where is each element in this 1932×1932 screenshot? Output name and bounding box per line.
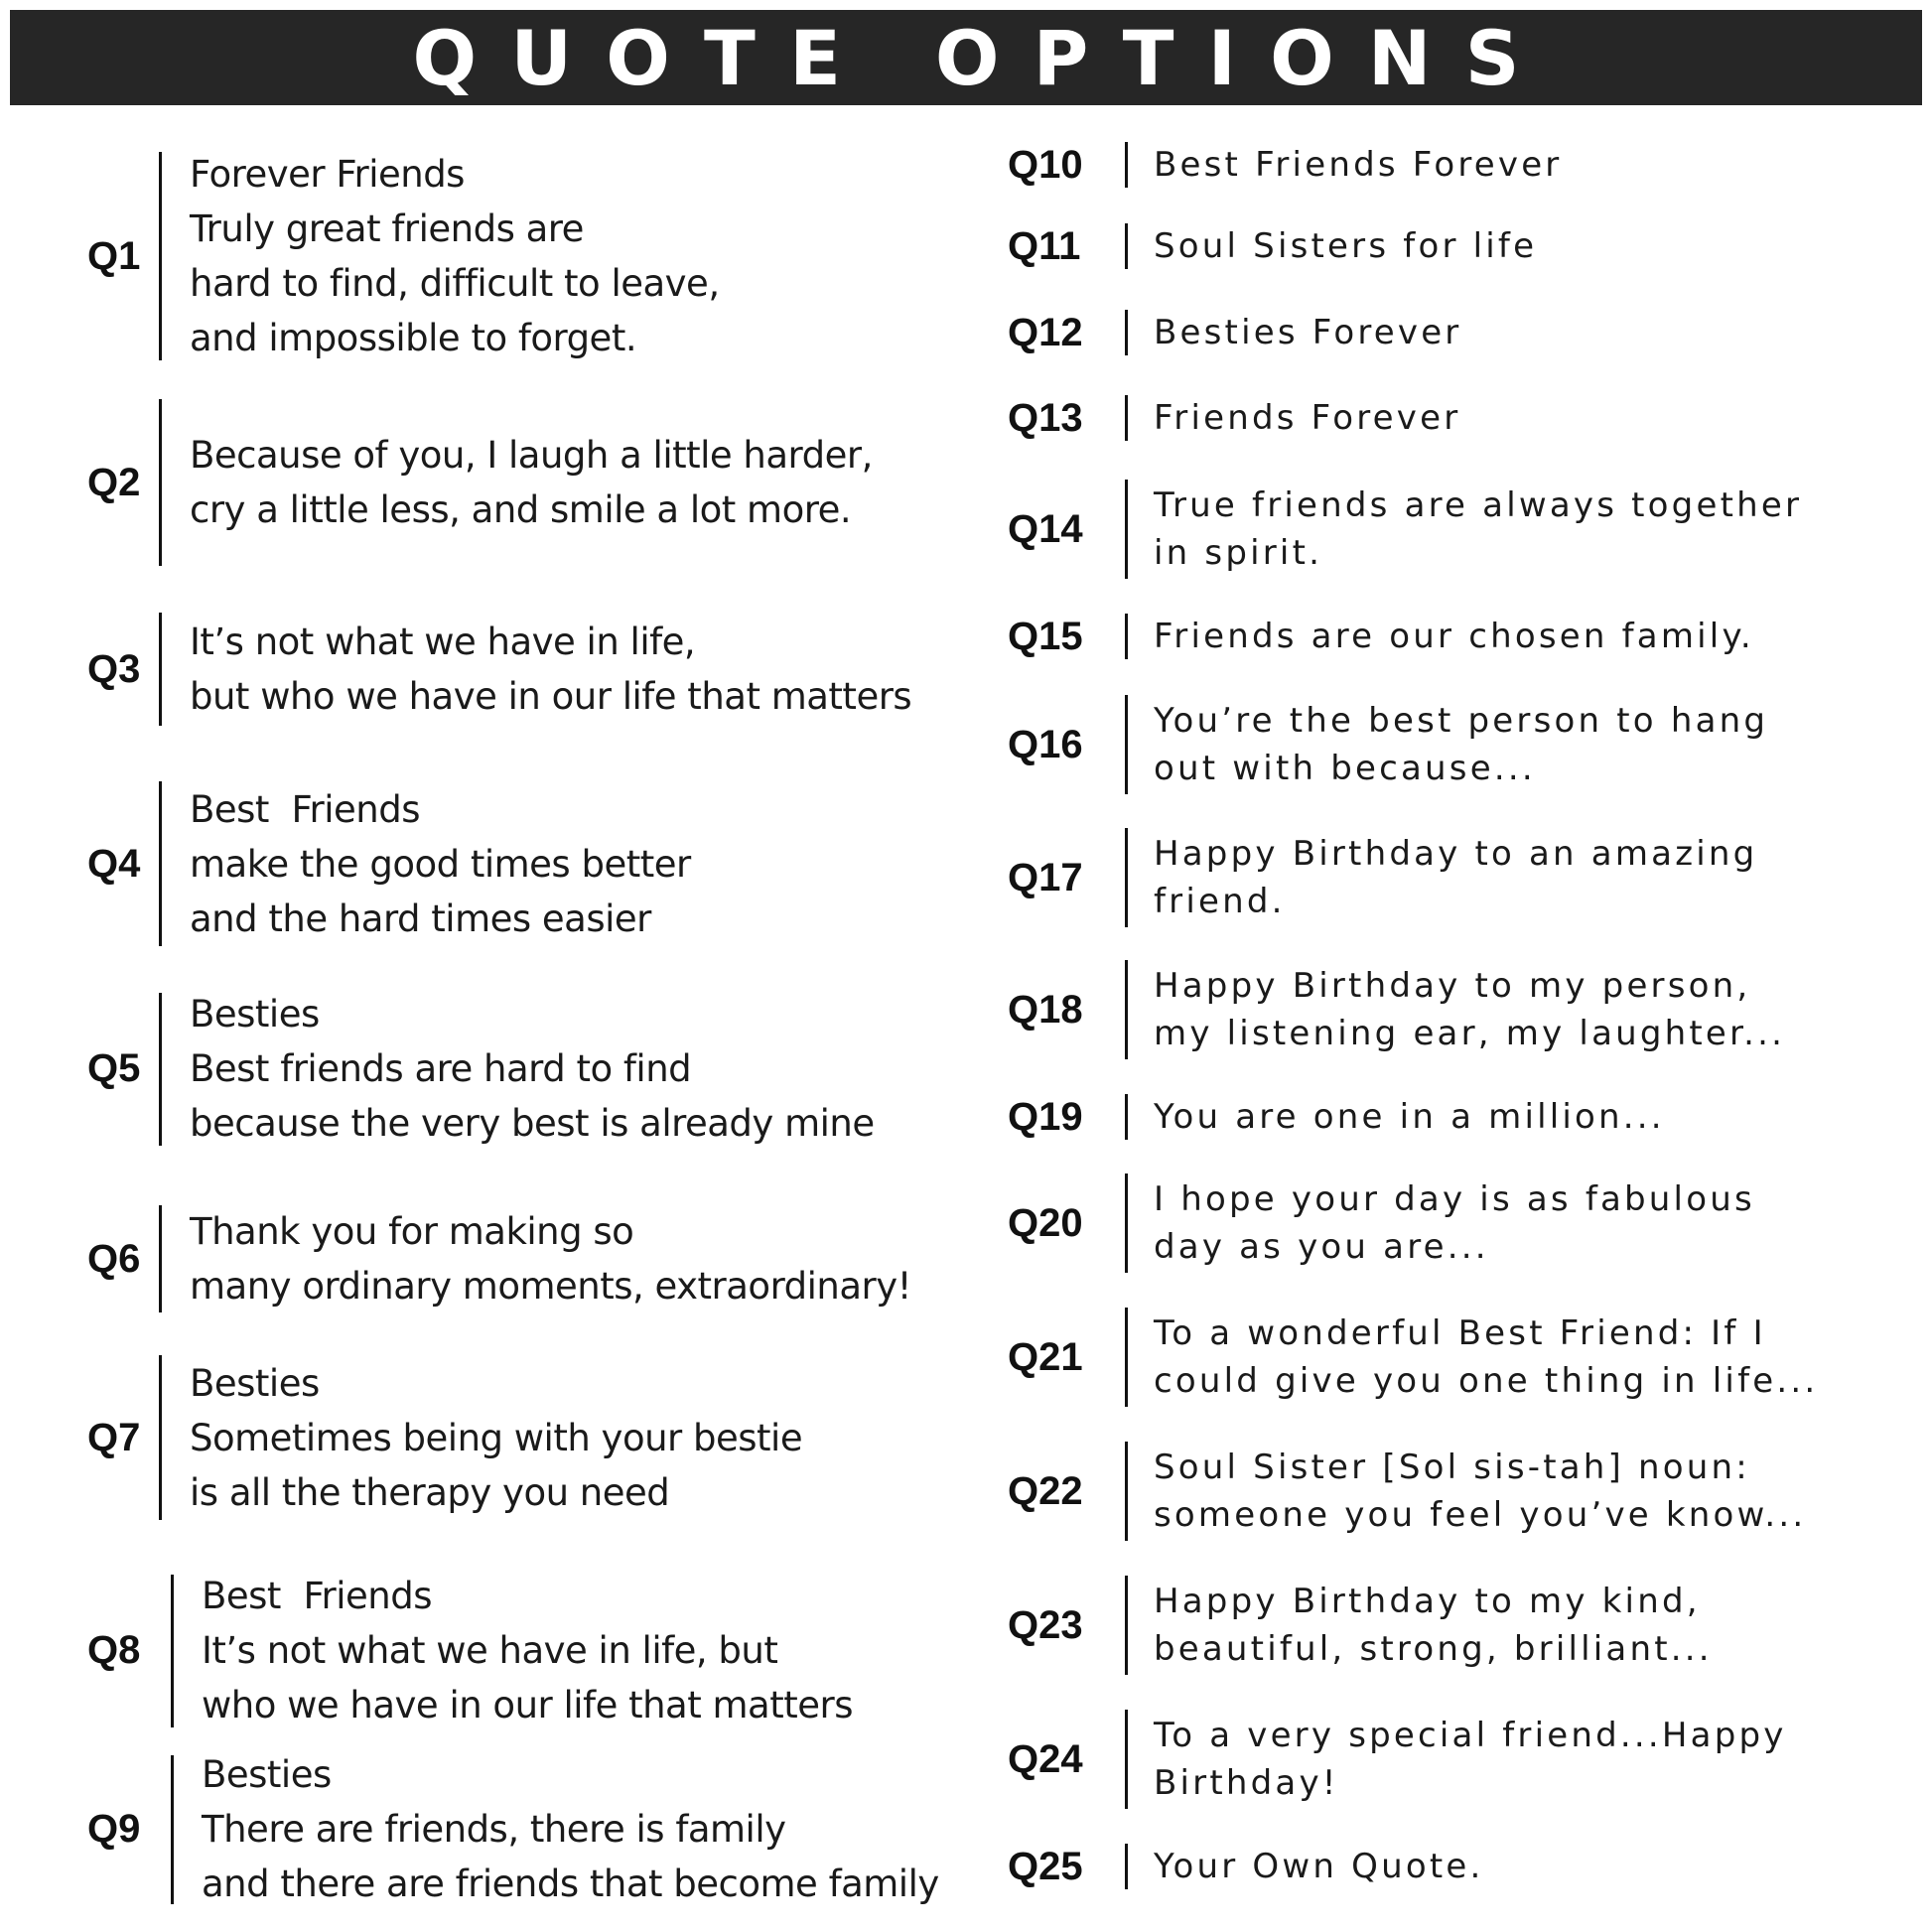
divider [1125,223,1128,269]
quote-text: Because of you, I laugh a little harder, cry a little less, and smile a lot more. [190,434,873,531]
quote-label: Q3 [87,646,141,691]
divider [1125,1442,1128,1541]
quote-text: Best Friends Forever [1154,145,1563,185]
quote-label: Q18 [1008,987,1083,1032]
quote-option-q25 [0,1843,1483,1890]
page-title: QUOTE OPTIONS [412,13,1554,102]
divider [1125,480,1128,579]
quote-label: Q17 [1008,855,1083,899]
quote-option-q17 [0,828,1757,927]
divider [1125,142,1128,188]
quote-option-q13 [0,394,1460,442]
quote-text: I hope your day is as fabulous day as you are... [1154,1179,1755,1267]
quote-option-q14 [0,480,1802,579]
divider [1125,1844,1128,1889]
divider [1125,1173,1128,1273]
quote-text: Besties There are friends, there is family and there are friends that become family [202,1753,939,1905]
quote-text: You are one in a million... [1154,1097,1665,1137]
quote-label: Q2 [87,460,141,504]
quote-text: Besties Forever [1154,313,1462,352]
quote-option-q10 [0,141,1563,189]
quote-label: Q6 [87,1236,141,1281]
quote-option-q22 [0,1442,1806,1541]
quote-label: Q12 [1008,310,1083,354]
quote-label: Q11 [1008,223,1081,268]
header-banner [10,10,1922,105]
quote-option-q20 [0,1173,1755,1273]
quote-text: Soul Sister [Sol sis-tah] noun: someone you feel you’ve know... [1154,1448,1807,1535]
divider [1125,960,1128,1059]
quote-label: Q22 [1008,1468,1083,1513]
quote-label: Q7 [87,1415,141,1459]
quote-label: Q8 [87,1628,141,1672]
quote-label: Q5 [87,1046,141,1090]
quote-label: Q15 [1008,614,1083,658]
quote-text: Happy Birthday to an amazing friend. [1154,834,1758,921]
divider [1125,1710,1128,1809]
quote-label: Q24 [1008,1736,1083,1781]
quote-option-q11 [0,222,1537,270]
quote-text: Besties Best friends are hard to find because the very best is already mine [190,993,875,1145]
quote-text: Happy Birthday to my person, my listening ear, my laughter... [1154,966,1786,1053]
divider [1125,828,1128,927]
quote-label: Q4 [87,841,141,886]
quote-option-q19 [0,1093,1665,1141]
quote-label: Q14 [1008,506,1083,551]
quote-text: It’s not what we have in life, but who we have in our life that matters [190,621,912,718]
quote-text: Happy Birthday to my kind, beautiful, strong, brilliant... [1154,1582,1713,1669]
quote-label: Q16 [1008,722,1083,766]
divider [1125,1308,1128,1407]
quote-text: Your Own Quote. [1154,1847,1484,1886]
quote-text: To a wonderful Best Friend: If I could give you one thing in life... [1154,1313,1819,1401]
quote-label: Q25 [1008,1844,1083,1888]
quote-label: Q23 [1008,1602,1083,1647]
quote-text: Friends Forever [1154,398,1461,438]
divider [1125,310,1128,355]
quote-text: Best Friends It’s not what we have in life, but who we have in our life that matters [202,1575,853,1726]
quote-option-q18 [0,960,1785,1059]
quote-text: Soul Sisters for life [1154,226,1538,266]
quote-option-q23 [0,1576,1713,1675]
quote-text: Forever Friends Truly great friends are hard to find, difficult to leave, and impossible to forget. [190,153,720,359]
quote-option-q21 [0,1308,1818,1407]
quote-text: To a very special friend...Happy Birthday! [1154,1716,1787,1803]
divider [1125,1576,1128,1675]
quote-label: Q13 [1008,395,1083,440]
quote-text: You’re the best person to hang out with because... [1154,701,1769,788]
divider [1125,395,1128,441]
quote-option-q16 [0,695,1768,794]
divider [1125,695,1128,794]
quote-label: Q9 [87,1807,141,1851]
quote-option-q12 [0,309,1462,356]
divider [1125,614,1128,659]
quote-option-q15 [0,613,1754,660]
quote-label: Q1 [87,233,141,278]
quote-text: Besties Sometimes being with your bestie is all the therapy you need [190,1361,803,1514]
quote-text: True friends are always together in spirit. [1154,485,1803,573]
quote-text: Thank you for making so many ordinary moments, extraordinary! [190,1210,911,1308]
quote-text: Best Friends make the good times better and the hard times easier [190,787,691,940]
quote-label: Q19 [1008,1094,1083,1139]
quote-option-q24 [0,1710,1787,1809]
quote-text: Friends are our chosen family. [1154,617,1754,656]
quote-label: Q21 [1008,1334,1083,1379]
divider [1125,1094,1128,1140]
quote-label: Q20 [1008,1200,1083,1245]
quote-label: Q10 [1008,142,1083,187]
